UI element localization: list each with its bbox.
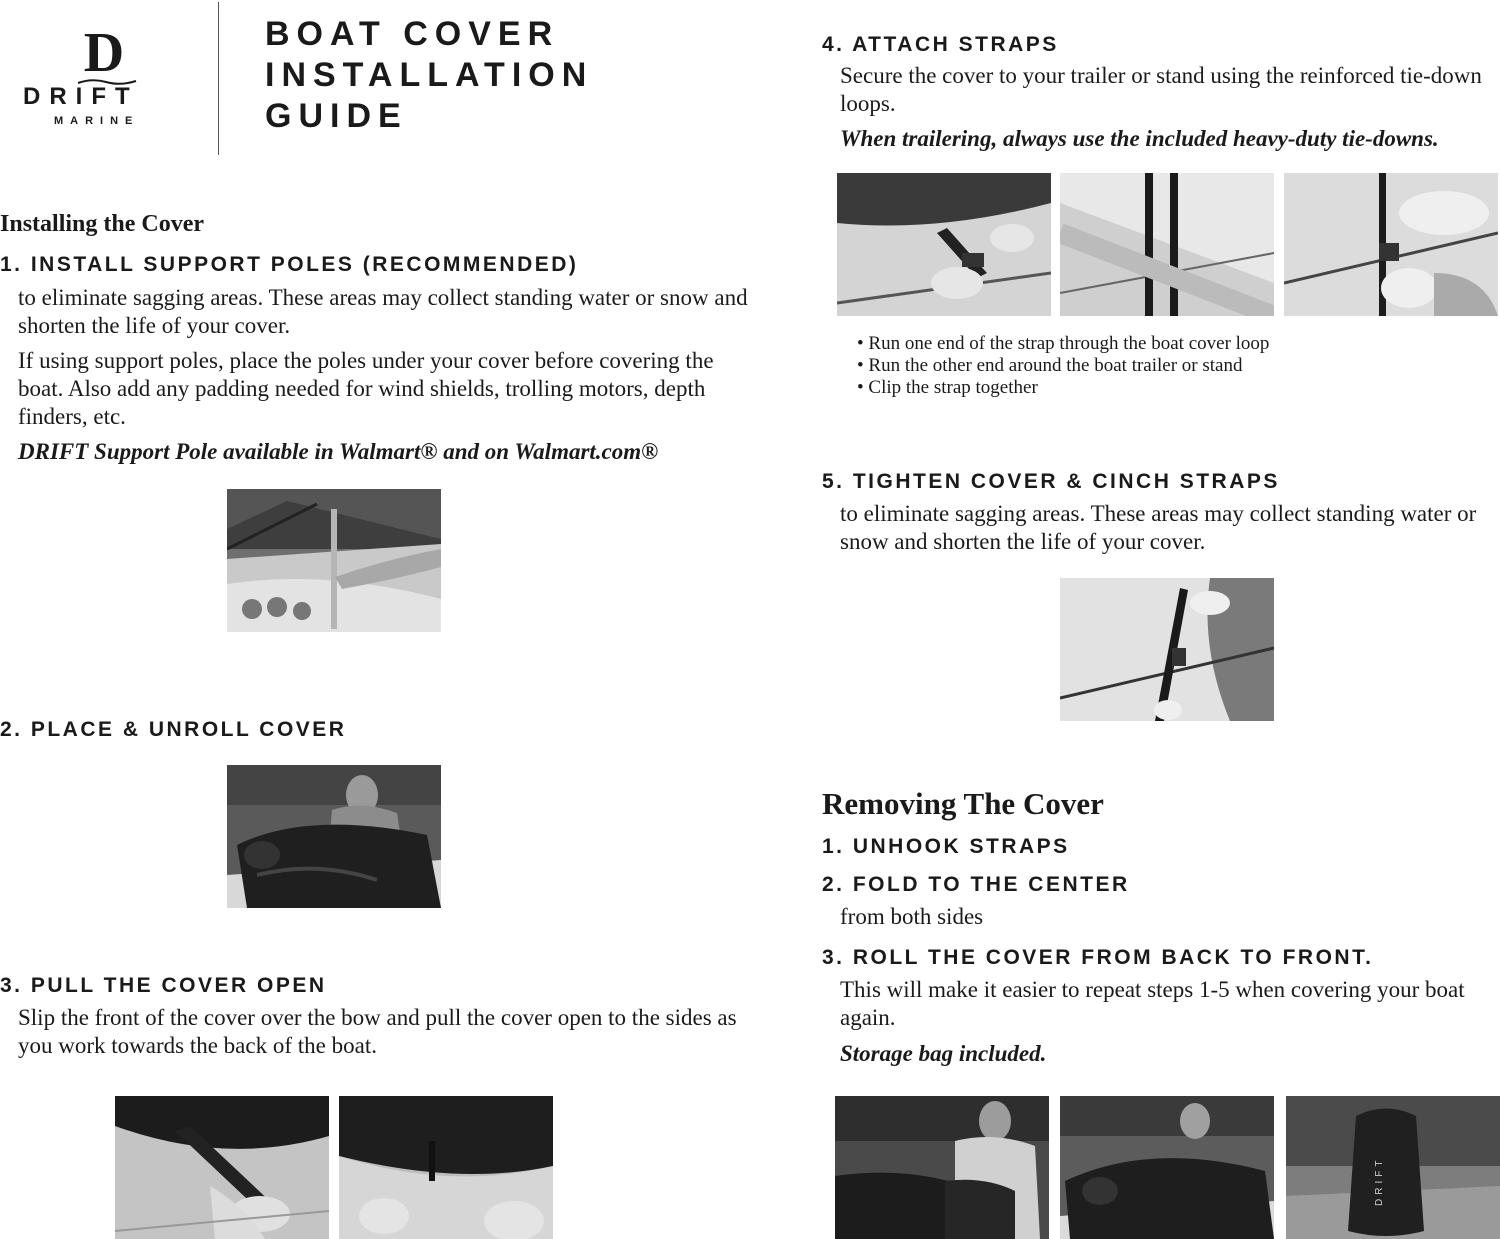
attach-strap-photo-3 bbox=[1284, 173, 1498, 316]
title-line-3: GUIDE bbox=[265, 97, 408, 135]
step1-note: DRIFT Support Pole available in Walmart® and on Walmart.com® bbox=[18, 439, 659, 464]
roll-cover-photo bbox=[1060, 1096, 1274, 1239]
pull-cover-photo-2 bbox=[339, 1096, 553, 1239]
step3-text: Slip the front of the cover over the bow and pull the cover open to the sides as you work towards the back of the boat. bbox=[18, 1005, 737, 1058]
remove-step3-title: 3. ROLL THE COVER FROM BACK TO FRONT. bbox=[822, 946, 1374, 969]
installing-heading: Installing the Cover bbox=[0, 211, 204, 237]
logo-name: DRIFT bbox=[23, 83, 139, 110]
unroll-cover-photo bbox=[227, 765, 441, 908]
title-line-1: BOAT COVER bbox=[265, 15, 560, 53]
remove-step3-text: This will make it easier to repeat steps 1-5 when covering your boat again. bbox=[840, 977, 1465, 1030]
remove-step2-title: 2. FOLD TO THE CENTER bbox=[822, 873, 1130, 896]
strap-instruction-3: • Clip the strap together bbox=[857, 377, 1457, 399]
step3-title: 3. PULL THE COVER OPEN bbox=[0, 974, 327, 997]
strap-instructions bbox=[857, 333, 1457, 399]
logo-letter: D bbox=[83, 22, 125, 84]
page-title bbox=[265, 14, 593, 137]
bag-brand-text: DRIFT bbox=[1374, 1156, 1385, 1206]
title-line-2: INSTALLATION bbox=[265, 56, 594, 94]
attach-strap-photo-2 bbox=[1060, 173, 1274, 316]
logo-sub: MARINE bbox=[54, 115, 140, 127]
strap-instruction-2: • Run the other end around the boat trailer or stand bbox=[857, 355, 1457, 377]
header-divider bbox=[218, 2, 219, 155]
attach-strap-photo-1 bbox=[837, 173, 1051, 316]
step4-title: 4. ATTACH STRAPS bbox=[822, 33, 1059, 56]
storage-bag-photo bbox=[1286, 1096, 1500, 1239]
removing-heading: Removing The Cover bbox=[822, 786, 1104, 821]
step5-text: to eliminate sagging areas. These areas may collect standing water or snow and shorten the life of your cover. bbox=[840, 501, 1477, 554]
strap-instruction-1: • Run one end of the strap through the boat cover loop bbox=[857, 333, 1457, 355]
step2-title: 2. PLACE & UNROLL COVER bbox=[0, 718, 347, 741]
pull-cover-photo-1 bbox=[115, 1096, 329, 1239]
cinch-strap-photo bbox=[1060, 578, 1274, 721]
step4-note: When trailering, always use the included heavy-duty tie-downs. bbox=[840, 126, 1439, 151]
step1-title: 1. INSTALL SUPPORT POLES (RECOMMENDED) bbox=[0, 253, 579, 276]
fold-cover-photo bbox=[835, 1096, 1049, 1239]
step4-text: Secure the cover to your trailer or stand using the reinforced tie-down loops. bbox=[840, 63, 1482, 116]
remove-step2-text: from both sides bbox=[840, 904, 984, 929]
step1-text-1: to eliminate sagging areas. These areas may collect standing water or snow and shorten the life of your cover. bbox=[18, 285, 748, 338]
support-pole-photo bbox=[227, 489, 441, 632]
remove-step1-title: 1. UNHOOK STRAPS bbox=[822, 835, 1070, 858]
remove-step3-note: Storage bag included. bbox=[840, 1041, 1047, 1066]
step5-title: 5. TIGHTEN COVER & CINCH STRAPS bbox=[822, 470, 1280, 493]
step1-text-2: If using support poles, place the poles under your cover before covering the boat. Also add any padding needed for wind shields, trolling motors, depth finders, etc. bbox=[18, 348, 714, 429]
brand-logo bbox=[18, 22, 178, 135]
